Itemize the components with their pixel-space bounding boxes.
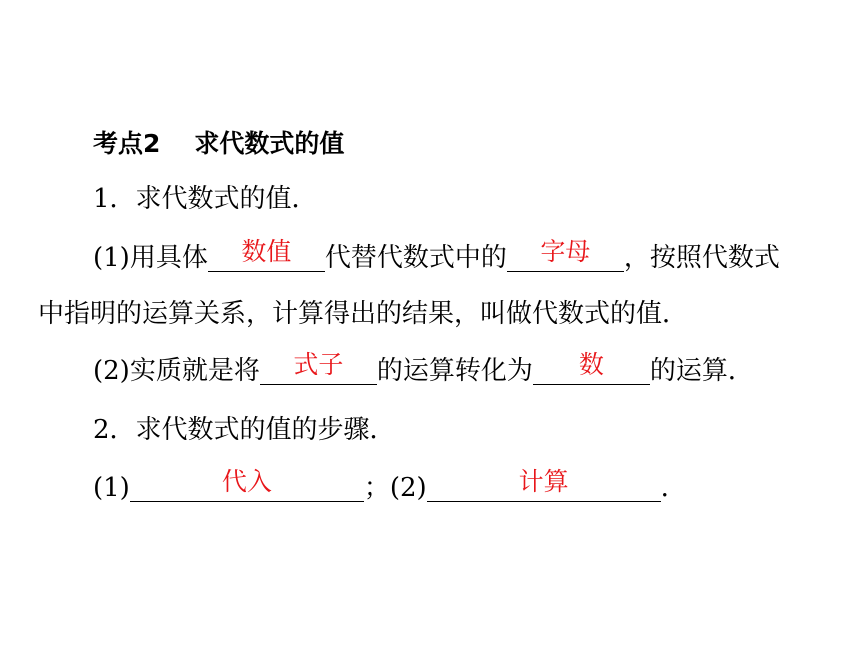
answer-letters: 字母 xyxy=(540,237,591,266)
heading-title: 求代数式的值 xyxy=(194,129,345,158)
blank-number xyxy=(533,350,650,385)
sub1-prefix: (1)用具体 xyxy=(93,243,208,273)
section-heading xyxy=(93,127,344,161)
item1-sub2 xyxy=(93,350,754,388)
sub2-prefix: (2)实质就是将 xyxy=(93,356,260,386)
heading-label: 考点2 xyxy=(93,129,161,158)
sub1-suffix: ，按照代数式 xyxy=(623,243,780,273)
blank-letters xyxy=(507,237,624,272)
item2-title: 2．求代数式的值的步骤． xyxy=(93,415,396,445)
sub2-middle: 的运算转化为 xyxy=(376,356,533,386)
item1-title: 1．求代数式的值． xyxy=(93,184,318,214)
steps-separator: ；(2) xyxy=(363,473,427,503)
sub1-middle: 代替代数式中的 xyxy=(324,243,507,273)
item1-sub1-line2: 中指明的运算关系，计算得出的结果，叫做代数式的值． xyxy=(38,299,689,329)
answer-numeric-value: 数值 xyxy=(241,237,292,266)
answer-number: 数 xyxy=(578,350,604,379)
answer-calculate: 计算 xyxy=(518,467,569,496)
answer-expression: 式子 xyxy=(293,350,344,379)
step1-label: (1) xyxy=(93,473,130,503)
blank-step2 xyxy=(427,467,661,502)
blank-expression xyxy=(260,350,377,385)
answer-substitute: 代入 xyxy=(221,467,272,496)
item1-sub1-line1 xyxy=(93,237,780,275)
blank-step1 xyxy=(130,467,364,502)
item2-steps xyxy=(93,467,687,505)
sub2-suffix: 的运算． xyxy=(649,356,754,386)
steps-end: ． xyxy=(660,473,687,503)
blank-numeric-value xyxy=(208,237,325,272)
